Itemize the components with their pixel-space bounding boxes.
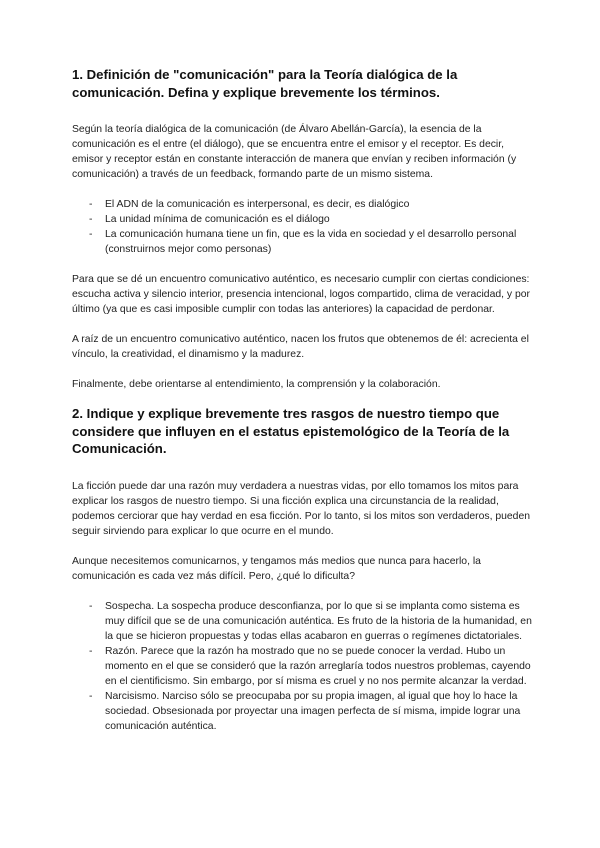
section-1-paragraph-conditions: Para que se dé un encuentro comunicativo auténtico, es necesario cumplir con ciertas condiciones: escucha activa y silencio interior, presencia intencional, logos compartido, clima de veracidad, y por último (ya que es casi imposible cumplir con todas las anteriores) la capacidad de perdonar. (72, 274, 530, 315)
dash-marker: - (89, 690, 93, 702)
list-item: - La comunicación humana tiene un fin, que es la vida en sociedad y el desarrollo personal (construirnos mejor como personas) (89, 229, 517, 255)
dash-marker: - (89, 600, 93, 612)
section-1-heading: 1. Definición de "comunicación" para la Teoría dialógica de la comunicación. Defina y explique brevemente los términos. (72, 67, 458, 100)
dash-marker: - (89, 199, 93, 210)
dash-marker: - (89, 214, 93, 225)
list-item: - La unidad mínima de comunicación es el diálogo (89, 214, 330, 225)
list-item: - Sospecha. La sospecha produce desconfianza, por lo que si se implanta como sistema es muy difícil que se de una comunicación auténtica. Es fruto de la historia de la humanidad, en la que se hicieron propuestas y todas ellas acabaron en guerras o regímenes dictatoriales. (89, 600, 532, 642)
dash-marker: - (89, 645, 93, 657)
section-1-paragraph-conclusion: Finalmente, debe orientarse al entendimiento, la comprensión y la colaboración. (72, 379, 441, 390)
list-item: - Narcisismo. Narciso sólo se preocupaba por su propia imagen, al igual que hoy lo hace la sociedad. Obsesionada por proyectar una imagen perfecta de sí misma, impide lograr una comunicación auténtica. (89, 690, 521, 732)
list-item: - El ADN de la comunicación es interpersonal, es decir, es dialógico (89, 199, 410, 210)
section-2-heading: 2. Indique y explique brevemente tres rasgos de nuestro tiempo que considere que influyen en el estatus epistemológico de la Teoría de la Comunicación. (72, 406, 510, 456)
section-1-bullet-list (72, 197, 532, 257)
dash-marker: - (89, 229, 93, 240)
section-2-paragraph-fiction: La ficción puede dar una razón muy verdadera a nuestras vidas, por ello tomamos los mitos para explicar los rasgos de nuestro tiempo. Si una ficción explica una circunstancia de la realidad, podemos cerciorar que hay verdad en esa ficción. Por lo tanto, si los mitos son verdaderos, pueden seguir sirviendo para explicar lo que ocurre en el mundo. (72, 480, 531, 537)
section-2-paragraph-difficulty: Aunque necesitemos comunicarnos, y tengamos más medios que nunca para hacerlo, la comunicación es cada vez más difícil. Pero, ¿qué lo dificulta? (72, 555, 481, 582)
list-item: - Razón. Parece que la razón ha mostrado que no se puede conocer la verdad. Hubo un momento en el que se consideró que la razón arreglaría todos nuestros problemas, cayendo en el cientificismo. Sin embargo, por sí misma es cruel y no nos permite alcanzar la verdad. (89, 645, 531, 687)
section-2-bullet-list (72, 599, 532, 734)
section-1-intro: Según la teoría dialógica de la comunicación (de Álvaro Abellán-García), la esencia de la comunicación es el entre (el diálogo), que se encuentra entre el emisor y el receptor. Es decir, emisor y receptor están en constante interacción de manera que envían y reciben información (y comunicación) a través de un feedback, formando parte de un mismo sistema. (72, 124, 517, 180)
section-1-paragraph-fruits: A raíz de un encuentro comunicativo auténtico, nacen los frutos que obtenemos de él: acrecienta el vínculo, la creatividad, el dinamismo y la madurez. (72, 334, 529, 360)
